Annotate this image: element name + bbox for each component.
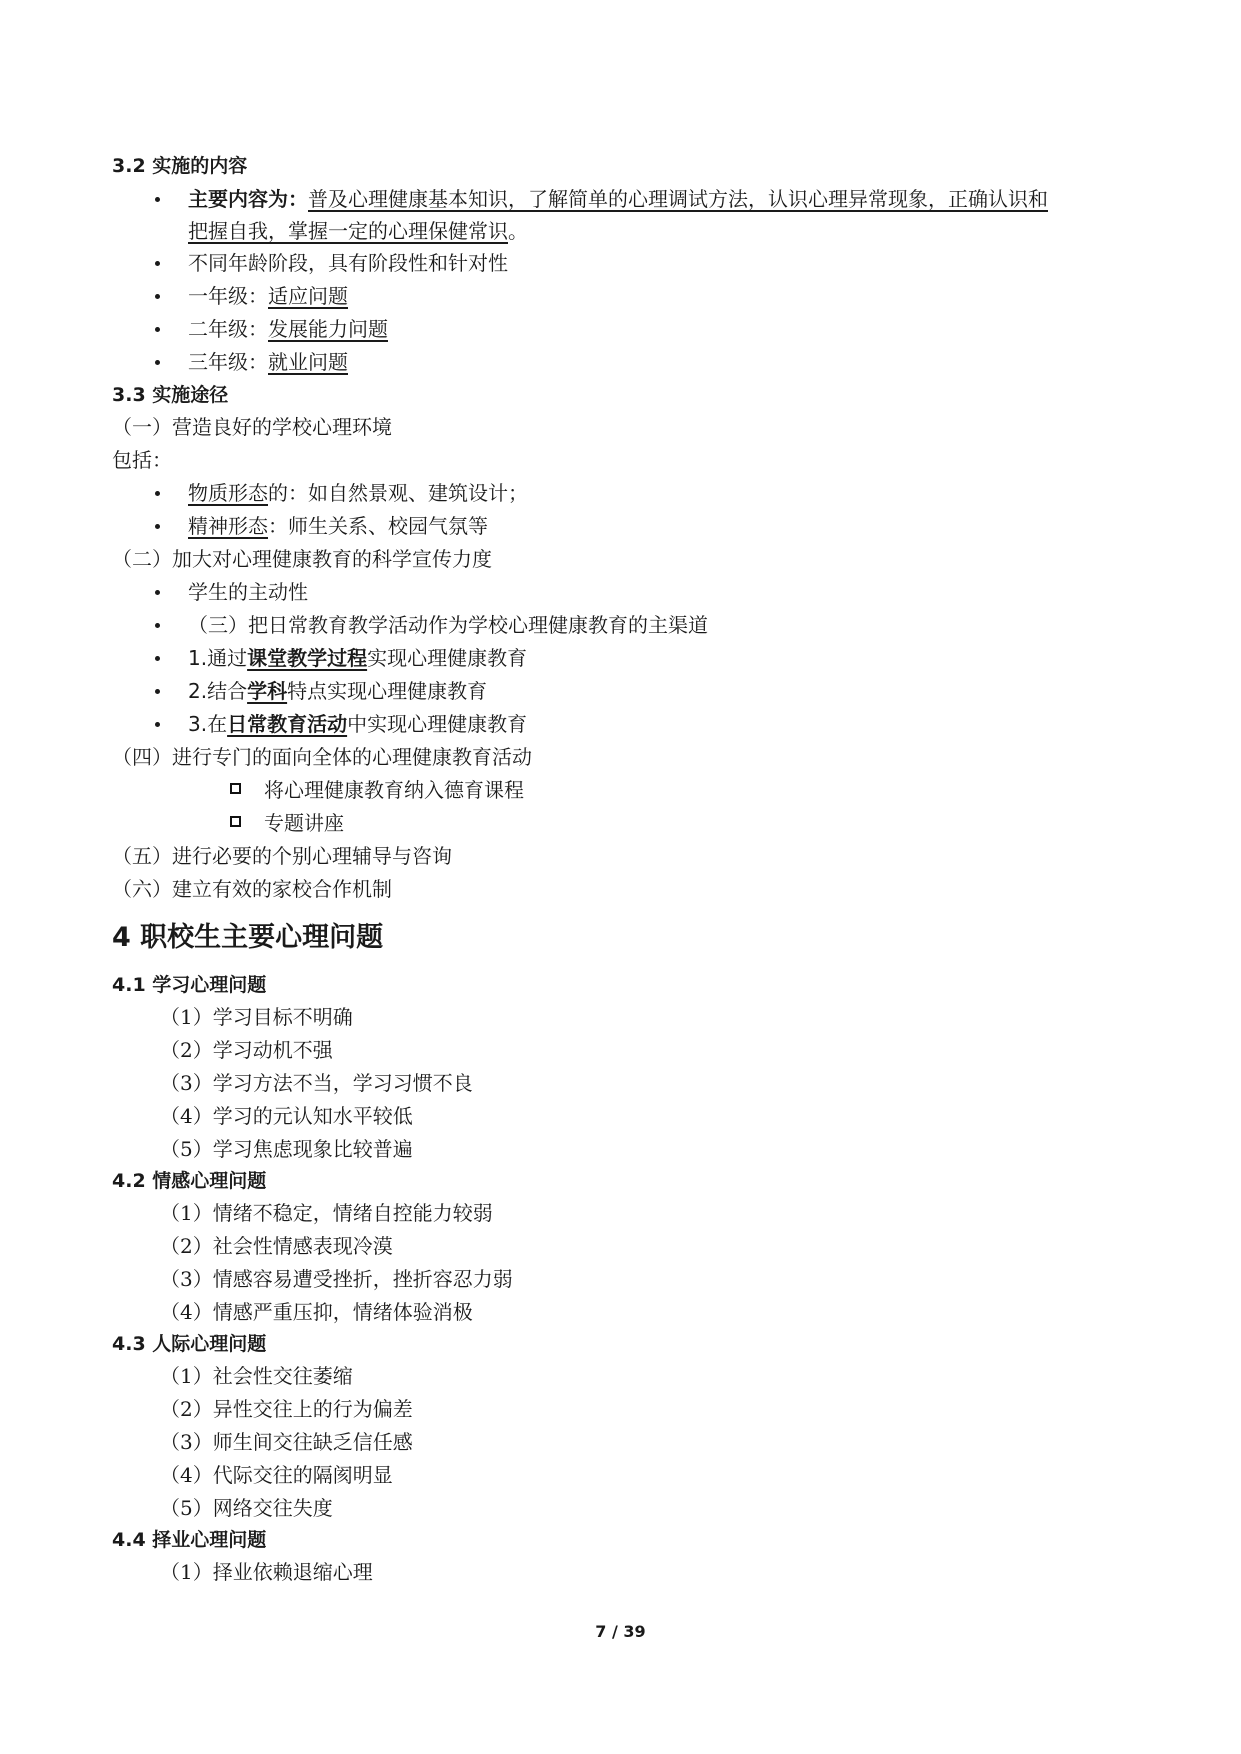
bullet-icon xyxy=(155,261,160,266)
section-3-3-title: 3.3 实施途径 xyxy=(112,384,229,406)
s41-item: （4）学习的元认知水平较低 xyxy=(160,1104,413,1128)
s42-item: （4）情感严重压抑，情绪体验消极 xyxy=(160,1300,473,1324)
section-4-2-title: 4.2 情感心理问题 xyxy=(112,1170,267,1192)
channel-2-number: 2. xyxy=(188,679,208,703)
section-3-2-title: 3.2 实施的内容 xyxy=(112,155,248,177)
grade-2-label: 二年级： xyxy=(188,317,268,341)
age-stage-item: 不同年龄阶段，具有阶段性和针对性 xyxy=(188,251,508,275)
spiritual-form-text: ：师生关系、校园气氛等 xyxy=(268,514,488,538)
bullet-icon xyxy=(155,294,160,299)
main-content-line-2 xyxy=(188,217,528,245)
s41-item: （3）学习方法不当，学习习惯不良 xyxy=(160,1071,473,1095)
spiritual-form-item xyxy=(188,512,488,540)
channel-2-item xyxy=(188,677,487,705)
channel-3-post: 中实现心理健康教育 xyxy=(347,712,528,736)
s43-item: （3）师生间交往缺乏信任感 xyxy=(160,1430,413,1454)
physical-form-term: 物质形态 xyxy=(188,481,268,505)
s41-item: （5）学习焦虑现象比较普遍 xyxy=(160,1137,413,1161)
channel-2-emphasis: 学科 xyxy=(247,679,288,703)
spiritual-form-term: 精神形态 xyxy=(188,514,268,538)
s42-item: （3）情感容易遭受挫折，挫折容忍力弱 xyxy=(160,1267,513,1291)
channel-1-item xyxy=(188,644,527,672)
channel-3-emphasis: 日常教育活动 xyxy=(227,712,348,736)
channel-1-emphasis: 课堂教学过程 xyxy=(247,646,368,670)
bullet-icon xyxy=(155,590,160,595)
s43-item: （1）社会性交往萎缩 xyxy=(160,1364,353,1388)
channel-3-number: 3. xyxy=(188,712,208,736)
channel-1-number: 1. xyxy=(188,646,208,670)
channel-2-post: 特点实现心理健康教育 xyxy=(287,679,488,703)
s41-item: （2）学习动机不强 xyxy=(160,1038,333,1062)
section-4-3-title: 4.3 人际心理问题 xyxy=(112,1333,267,1355)
s41-item: （1）学习目标不明确 xyxy=(160,1005,353,1029)
channel-2-pre: 结合 xyxy=(207,679,248,703)
square-item-2: 专题讲座 xyxy=(264,811,344,835)
page-number: 7 / 39 xyxy=(595,1622,646,1641)
square-bullet-icon xyxy=(230,783,241,794)
grade-3-item xyxy=(188,348,348,376)
main-content-line-1 xyxy=(188,185,1048,213)
physical-form-item xyxy=(188,479,528,507)
include-label: 包括： xyxy=(112,448,172,472)
bullet-icon xyxy=(155,360,160,365)
grade-2-value: 发展能力问题 xyxy=(268,317,388,341)
s43-item: （5）网络交往失度 xyxy=(160,1496,333,1520)
paragraph-4: （四）进行专门的面向全体的心理健康教育活动 xyxy=(112,745,532,769)
channel-1-post: 实现心理健康教育 xyxy=(367,646,528,670)
main-content-text-2: 把握自我，掌握一定的心理保健常识 xyxy=(188,219,508,243)
bullet-icon xyxy=(155,524,160,529)
student-initiative-item: 学生的主动性 xyxy=(188,580,308,604)
channel-3-pre: 在 xyxy=(207,712,228,736)
bullet-icon xyxy=(155,491,160,496)
bullet-icon xyxy=(155,689,160,694)
main-content-label: 主要内容为： xyxy=(188,187,308,211)
grade-1-item xyxy=(188,282,348,310)
bullet-icon xyxy=(155,722,160,727)
bullet-icon xyxy=(155,656,160,661)
paragraph-5: （五）进行必要的个别心理辅导与咨询 xyxy=(112,844,452,868)
s42-item: （2）社会性情感表现冷漠 xyxy=(160,1234,393,1258)
chapter-4-title: 4 职校生主要心理问题 xyxy=(112,922,384,953)
section-4-1-title: 4.1 学习心理问题 xyxy=(112,974,267,996)
bullet-icon xyxy=(155,197,160,202)
main-content-end: 。 xyxy=(508,219,528,243)
main-content-text-1: 普及心理健康基本知识，了解简单的心理调试方法，认识心理异常现象，正确认识和 xyxy=(308,187,1048,211)
s44-item: （1）择业依赖退缩心理 xyxy=(160,1560,373,1584)
grade-3-value: 就业问题 xyxy=(268,350,348,374)
bullet-icon xyxy=(155,327,160,332)
grade-2-item xyxy=(188,315,388,343)
channel-3-item xyxy=(188,710,527,738)
channel-1-pre: 通过 xyxy=(207,646,248,670)
s43-item: （4）代际交往的隔阂明显 xyxy=(160,1463,393,1487)
paragraph-2: （二）加大对心理健康教育的科学宣传力度 xyxy=(112,547,492,571)
grade-3-label: 三年级： xyxy=(188,350,268,374)
grade-1-value: 适应问题 xyxy=(268,284,348,308)
square-item-1: 将心理健康教育纳入德育课程 xyxy=(264,778,524,802)
s42-item: （1）情绪不稳定，情绪自控能力较弱 xyxy=(160,1201,493,1225)
section-4-4-title: 4.4 择业心理问题 xyxy=(112,1529,267,1551)
grade-1-label: 一年级： xyxy=(188,284,268,308)
paragraph-3-item: （三）把日常教育教学活动作为学校心理健康教育的主渠道 xyxy=(188,613,708,637)
physical-form-text: 的：如自然景观、建筑设计； xyxy=(268,481,528,505)
paragraph-6: （六）建立有效的家校合作机制 xyxy=(112,877,392,901)
bullet-icon xyxy=(155,623,160,628)
paragraph-1: （一）营造良好的学校心理环境 xyxy=(112,415,392,439)
square-bullet-icon xyxy=(230,816,241,827)
s43-item: （2）异性交往上的行为偏差 xyxy=(160,1397,413,1421)
